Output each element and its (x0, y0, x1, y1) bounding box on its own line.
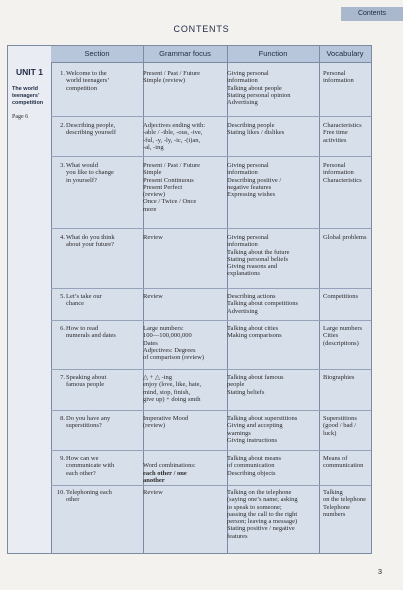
vocabulary-cell: Biographies (323, 374, 355, 381)
function-cell: Giving personal information Describing positive / negative features Expressing wishes (227, 162, 282, 199)
row-number: 10. (56, 489, 65, 496)
page-number: 3 (377, 567, 382, 576)
function-cell: Talking about superstitions Giving and accepting warnings Giving instructions (227, 415, 298, 444)
grammar-cell: Review (143, 234, 163, 241)
section-cell: Welcome to the world teenagers’ competition (66, 70, 110, 92)
vocabulary-cell: Superstitions (good / bad / luck) (323, 415, 357, 437)
grammar-cell: △ + △ -ing enjoy (love, like, hate, mind, stop, finish, give up) + doing smth (143, 374, 202, 403)
grammar-cell: Review (143, 489, 163, 496)
grammar-bold-text: each other / one another (143, 469, 187, 484)
function-cell: Giving personal information Talking about the future Stating personal beliefs Giving reasons and explanations (227, 234, 290, 278)
function-cell: Talking about famous people Stating beliefs (227, 374, 284, 396)
vocabulary-cell: Means of communication (323, 455, 364, 470)
row-divider (51, 116, 371, 117)
vocabulary-cell: Competitions (323, 293, 359, 300)
column-divider (319, 46, 320, 553)
grammar-cell (143, 455, 221, 484)
function-cell: Talking about means of communication Describing objects (227, 455, 282, 477)
vocabulary-cell: Global problems (323, 234, 367, 241)
section-cell: How to read numerals and dates (66, 325, 116, 340)
function-cell: Describing people Stating likes / dislikes (227, 122, 285, 137)
section-cell: Let’s take our chance (66, 293, 102, 308)
function-cell: Talking on the telephone (saying one’s name; asking to speak to someone; passing the call to the right person; leaving a message) Stating positive / negative features (227, 489, 298, 540)
page-title: CONTENTS (173, 24, 230, 34)
grammar-cell: Present / Past / Future Simple (review) (143, 70, 201, 85)
section-cell: Describing people, describing yourself (66, 122, 117, 137)
unit-page: Page 6 (12, 114, 29, 120)
column-header-section: Section (51, 46, 143, 63)
section-label: Contents (341, 7, 403, 21)
section-cell: Do you have any superstitions? (66, 415, 111, 430)
grammar-cell: Imperative Mood (review) (143, 415, 189, 430)
row-number: 7. (60, 374, 65, 381)
grammar-cell: Review (143, 293, 163, 300)
section-cell: How can we communicate with each other? (66, 455, 115, 477)
grammar-text: Word combinations: (143, 462, 196, 470)
column-header-vocabulary: Vocabulary (319, 46, 371, 63)
row-number: 3. (60, 162, 65, 169)
row-number: 5. (60, 293, 65, 300)
row-number: 6. (60, 325, 65, 332)
row-number: 2. (60, 122, 65, 129)
vocabulary-cell: Characteristics Free time activities (323, 122, 362, 144)
row-divider (51, 288, 371, 289)
row-divider (51, 228, 371, 229)
unit-title: UNIT 1 (16, 67, 43, 77)
section-cell: What would you like to change in yourself? (66, 162, 114, 184)
row-divider (51, 485, 371, 486)
section-cell: Speaking about famous people (66, 374, 107, 389)
vocabulary-cell: Talking on the telephone Telephone numbers (323, 489, 366, 518)
vocabulary-cell: Personal information Characteristics (323, 162, 362, 184)
column-header-function: Function (227, 46, 319, 63)
contents-table (7, 45, 372, 554)
section-cell: What do you think about your future? (66, 234, 115, 249)
row-number: 1. (60, 70, 65, 77)
row-number: 9. (60, 455, 65, 462)
function-cell: Giving personal information Talking about people Stating personal opinion Advertising (227, 70, 291, 107)
grammar-cell: Present / Past / Future Simple Present Continuous Present Perfect (review) Once / Twice / Once more (143, 162, 201, 213)
section-cell: Telephoning each other (66, 489, 112, 504)
grammar-cell: Large numbers: 100—100,000,000 Dates Adjectives: Degrees of comparison (review) (143, 325, 205, 362)
row-number: 4. (60, 234, 65, 241)
vocabulary-cell: Large numbers Cities (descriptions) (323, 325, 363, 347)
row-divider (51, 410, 371, 411)
row-number: 8. (60, 415, 65, 422)
unit-column (8, 46, 52, 553)
unit-subtitle: The world teenagers’ competition (12, 86, 44, 106)
function-cell: Describing actions Talking about competitions Advertising (227, 293, 299, 315)
vocabulary-cell: Personal information (323, 70, 354, 85)
function-cell: Talking about cities Making comparisons (227, 325, 282, 340)
row-divider (51, 450, 371, 451)
grammar-cell: Adjectives ending with: -able / -ible, -ous, -ive, -ful, -y, -ly, -ic, -(i)an, -al, -ing (143, 122, 206, 151)
row-divider (51, 320, 371, 321)
row-divider (51, 156, 371, 157)
page-header (0, 0, 403, 20)
column-header-grammar: Grammar focus (143, 46, 227, 63)
row-divider (51, 369, 371, 370)
